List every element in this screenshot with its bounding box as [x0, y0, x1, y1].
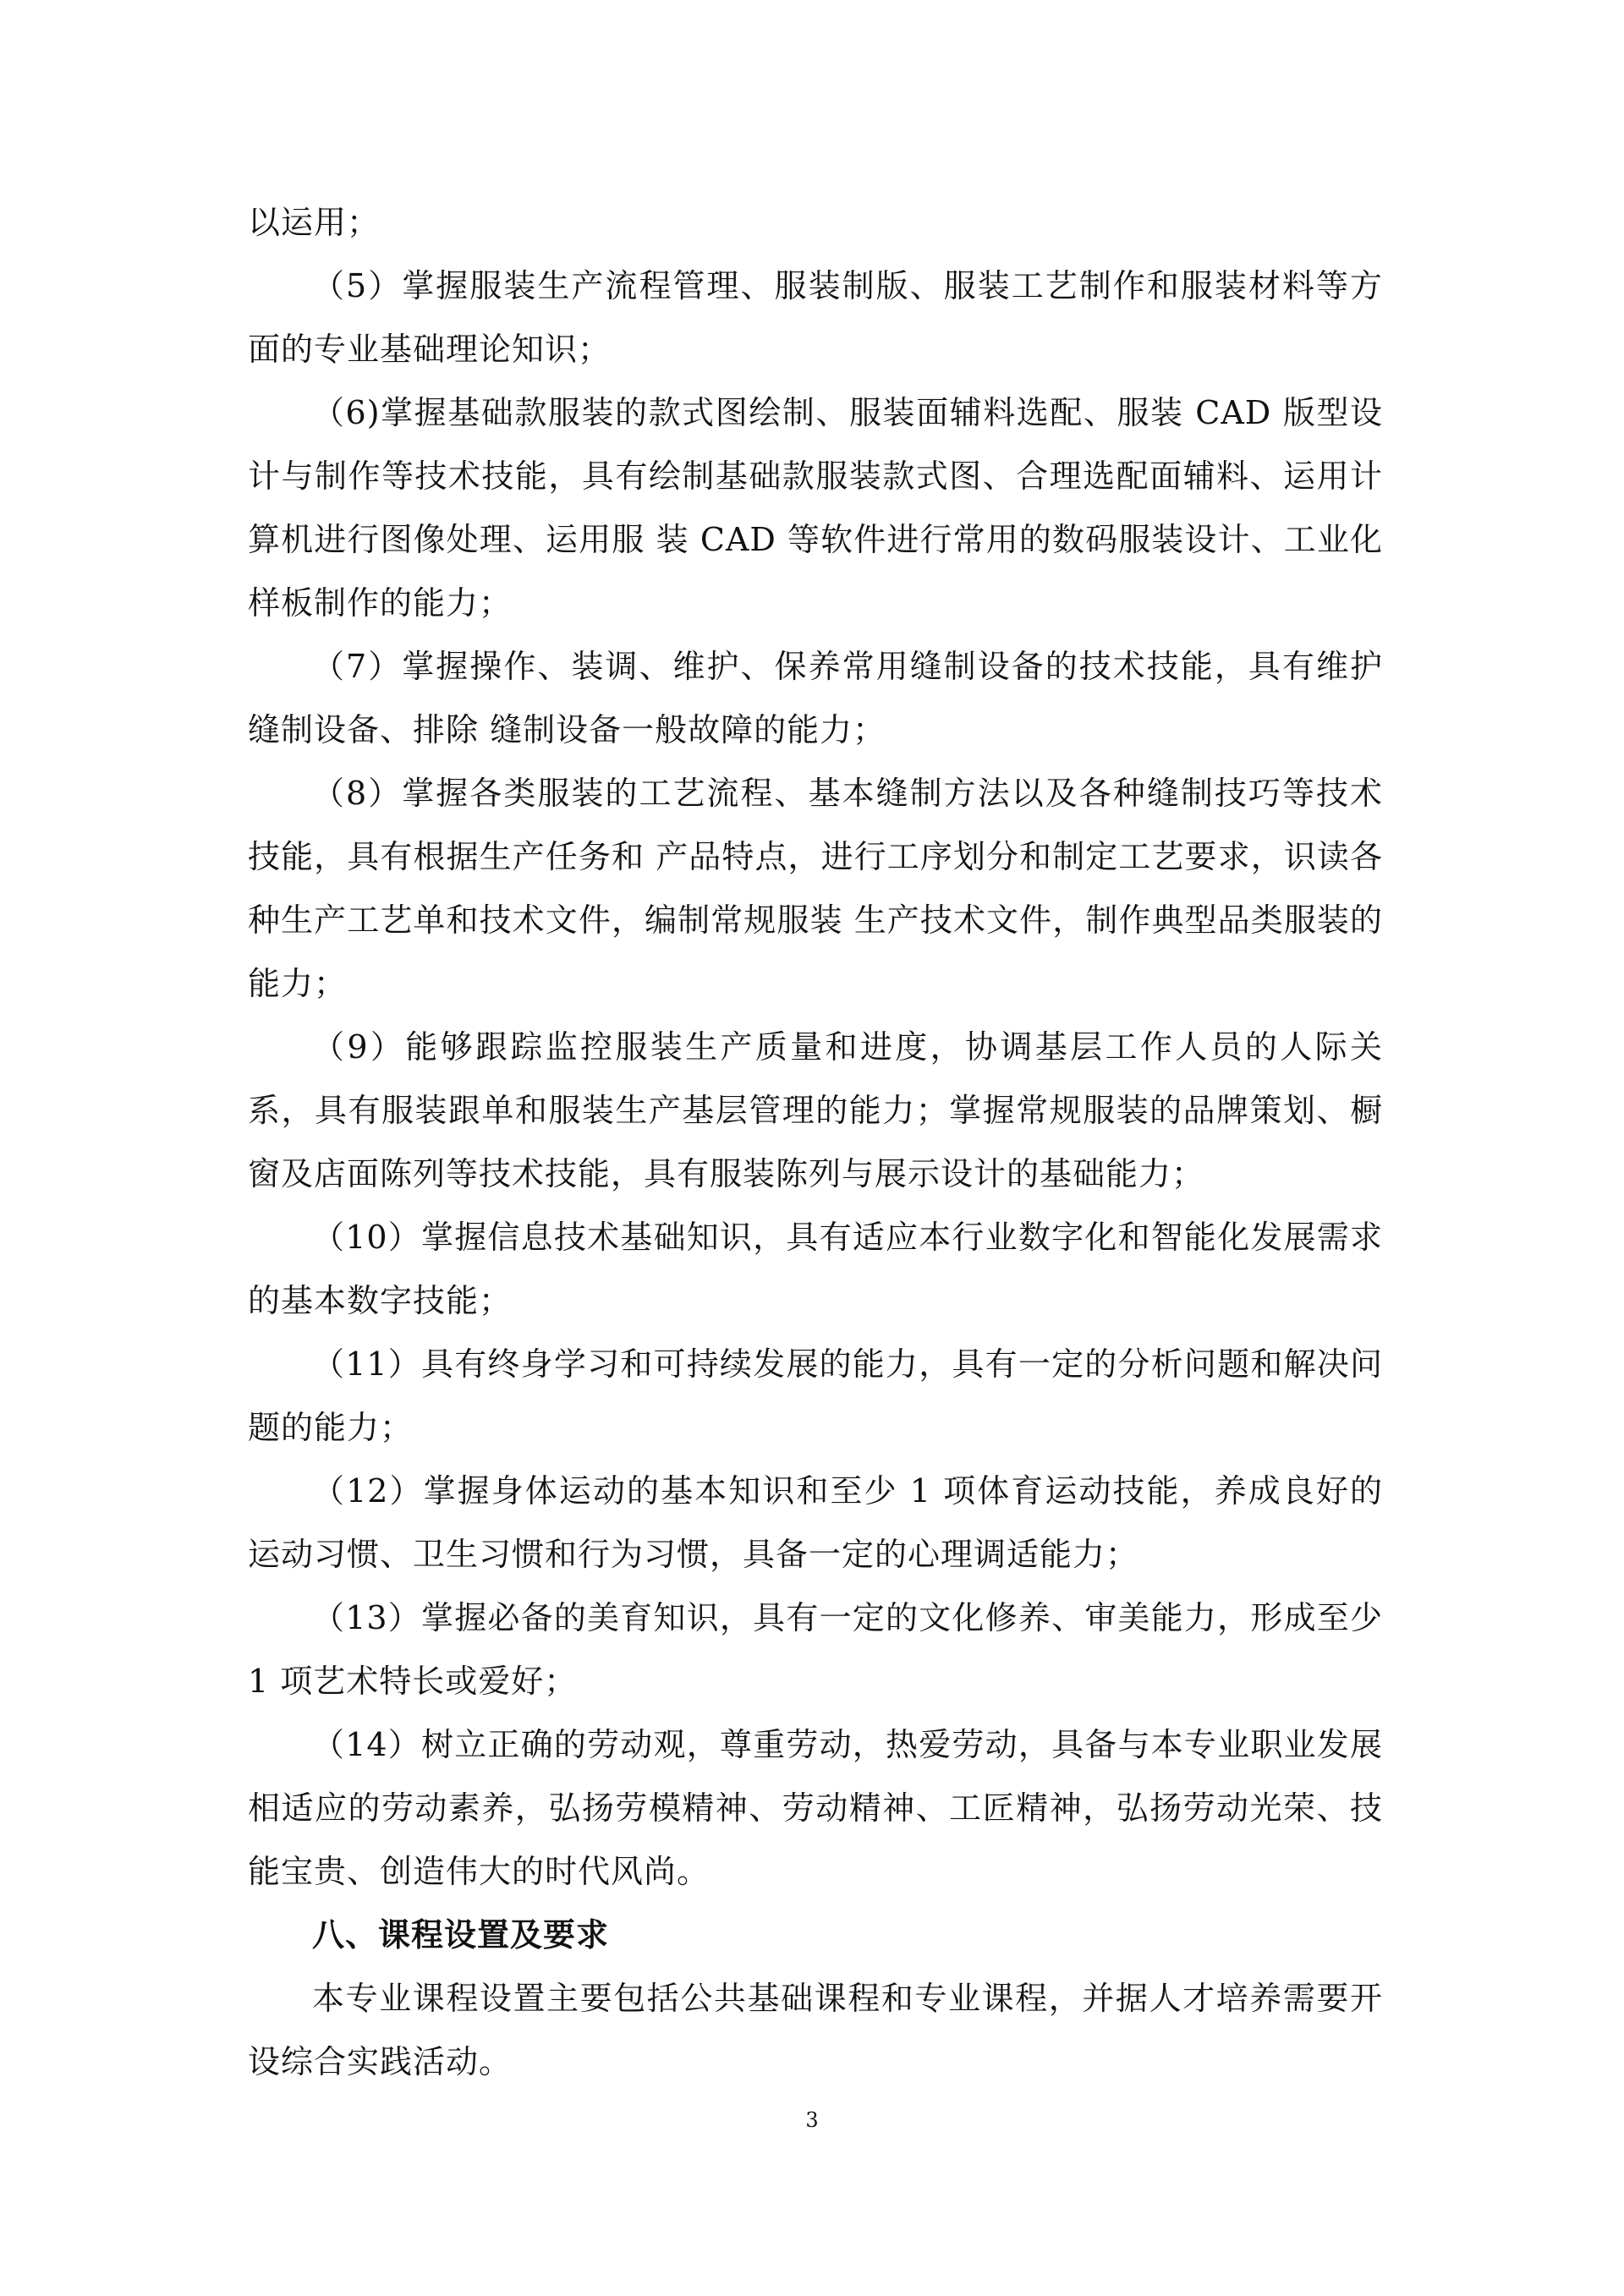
paragraph-item-10: （10）掌握信息技术基础知识，具有适应本行业数字化和智能化发展需求的基本数字技能； — [248, 1219, 1383, 1319]
paragraph-item-6: （6)掌握基础款服装的款式图绘制、服装面辅料选配、服装 CAD 版型设计与制作等技术技能，具有绘制基础款服装款式图、合理选配面辅料、运用计算机进行图像处理、运用服 装 CAD 等软件进行常用的数码服装设计、工业化样板制作的能力； — [248, 394, 1383, 622]
body-text — [248, 191, 1383, 2094]
paragraph-item-9: （9）能够跟踪监控服装生产质量和进度，协调基层工作人员的人际关系，具有服装跟单和服装生产基层管理的能力；掌握常规服装的品牌策划、橱窗及店面陈列等技术技能，具有服装陈列与展示设计的基础能力； — [248, 1028, 1383, 1192]
paragraph-item-12: （12）掌握身体运动的基本知识和至少 1 项体育运动技能，养成良好的运动习惯、卫生习惯和行为习惯，具备一定的心理调适能力； — [248, 1472, 1383, 1573]
page-number: 3 — [805, 2108, 819, 2132]
paragraph-item-14: （14）树立正确的劳动观，尊重劳动，热爱劳动，具备与本专业职业发展相适应的劳动素养，弘扬劳模精神、劳动精神、工匠精神，弘扬劳动光荣、技能宝贵、创造伟大的时代风尚。 — [248, 1726, 1383, 1890]
paragraph-item-13: （13）掌握必备的美育知识，具有一定的文化修养、审美能力，形成至少 1 项艺术特长或爱好； — [248, 1599, 1383, 1700]
paragraph-item-8: （8）掌握各类服装的工艺流程、基本缝制方法以及各种缝制技巧等技术技能，具有根据生产任务和 产品特点，进行工序划分和制定工艺要求，识读各种生产工艺单和技术文件，编制常规服装 生产技术文件，制作典型品类服装的能力； — [248, 775, 1383, 1002]
paragraph-continuation: 以运用； — [248, 204, 381, 241]
paragraph-item-7: （7）掌握操作、装调、维护、保养常用缝制设备的技术技能，具有维护缝制设备、排除 缝制设备一般故障的能力； — [248, 648, 1383, 748]
closing-paragraph: 本专业课程设置主要包括公共基础课程和专业课程，并据人才培养需要开设综合实践活动。 — [248, 1980, 1383, 2080]
paragraph-item-5: （5）掌握服装生产流程管理、服装制版、服装工艺制作和服装材料等方面的专业基础理论知识； — [248, 267, 1383, 368]
paragraph-item-11: （11）具有终身学习和可持续发展的能力，具有一定的分析问题和解决问题的能力； — [248, 1345, 1383, 1446]
section-heading: 八、课程设置及要求 — [312, 1916, 610, 1954]
